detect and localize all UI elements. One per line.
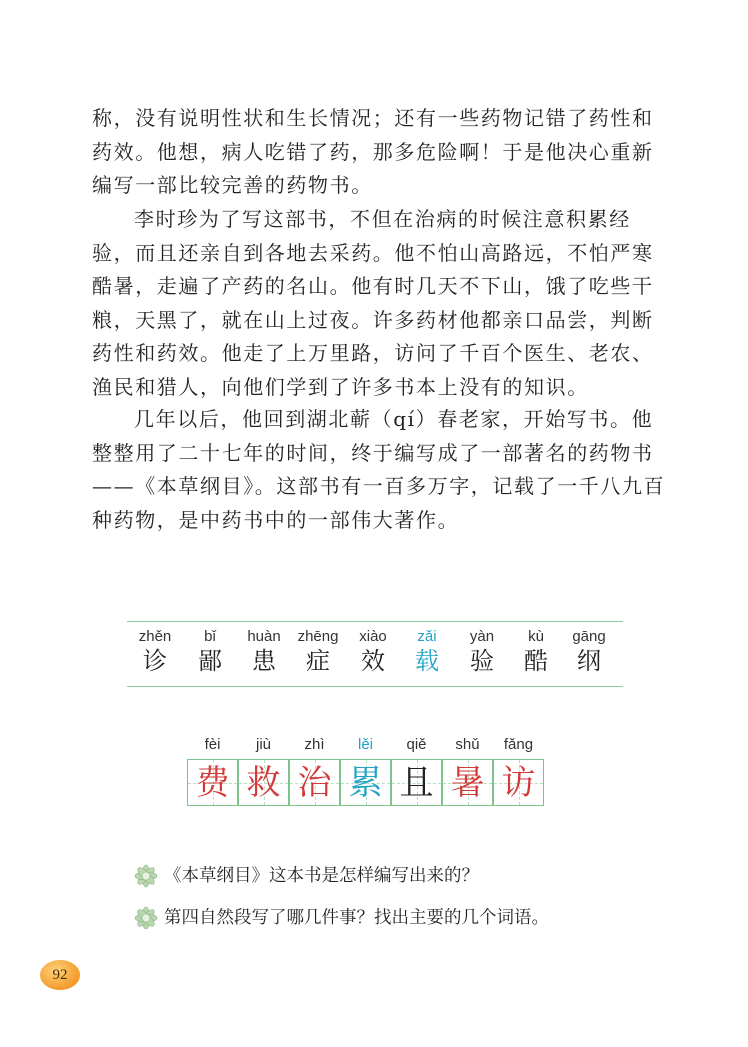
paragraph-writing-book: 几年以后，他回到湖北蕲（qí）春老家，开始写书。他整整用了二十七年的时间，终于编写成了一部著名的药物书——《本草纲目》。这部书有一百多万字，记载了一千八九百种药物，是中药书中的一部伟大著作。: [92, 407, 666, 532]
hanzi: 暑: [450, 763, 485, 803]
vocab-item-highlighted: [399, 628, 455, 676]
page-number-badge: 92: [40, 960, 80, 990]
writing-item: [493, 735, 544, 806]
hanzi: 累: [348, 763, 383, 803]
pinyin: zhì: [304, 736, 325, 753]
pinyin: jiù: [255, 736, 271, 753]
pinyin: fǎng: [503, 736, 534, 753]
pinyin: gāng: [572, 628, 606, 645]
writing-item: [238, 735, 289, 806]
hanzi: 验: [470, 647, 494, 675]
vocab-item: [290, 628, 346, 676]
tian-grid-cell: [391, 759, 442, 806]
hanzi: 纲: [577, 647, 601, 675]
question-2: [132, 904, 549, 932]
vocab-item: [561, 628, 617, 676]
vocab-item: [236, 628, 292, 676]
hanzi: 治: [297, 763, 332, 803]
flower-bullet-icon: [132, 904, 160, 932]
pinyin: fèi: [204, 736, 221, 753]
question-text: 第四自然段写了哪几件事？找出主要的几个词语。: [164, 908, 549, 928]
tian-grid-cell: [442, 759, 493, 806]
hanzi: 费: [195, 763, 230, 803]
tian-grid-cell: [289, 759, 340, 806]
tian-grid-cell: [340, 759, 391, 806]
pinyin: yàn: [469, 628, 495, 645]
hanzi: 效: [361, 647, 385, 675]
hanzi: 酷: [524, 647, 548, 675]
hanzi: 救: [246, 763, 281, 803]
writing-item: [289, 735, 340, 806]
vocab-item: [127, 628, 183, 676]
pinyin: kù: [528, 628, 544, 645]
vocab-item: [508, 628, 564, 676]
vocab-item: [454, 628, 510, 676]
pinyin: xiào: [359, 628, 387, 645]
tian-grid-cell: [238, 759, 289, 806]
hanzi: 且: [399, 763, 434, 803]
question-text: 《本草纲目》这本书是怎样编写出来的？: [164, 866, 479, 886]
hanzi: 载: [415, 647, 439, 675]
pinyin: zǎi: [417, 628, 437, 645]
tian-grid-cell: [493, 759, 544, 806]
writing-item: [391, 735, 442, 806]
pinyin: lěi: [357, 736, 373, 753]
pinyin: zhěn: [138, 628, 172, 645]
hanzi: 访: [501, 763, 536, 803]
writing-item: [187, 735, 238, 806]
pinyin: zhēng: [297, 628, 339, 645]
pinyin: bǐ: [204, 628, 216, 645]
hanzi: 症: [306, 647, 330, 675]
writing-item: [442, 735, 493, 806]
hanzi: 诊: [143, 647, 167, 675]
pinyin: shǔ: [455, 736, 480, 753]
writing-item-highlighted: [340, 735, 391, 806]
vocab-recognize-row: [127, 621, 623, 687]
tian-grid-cell: [187, 759, 238, 806]
vocab-item: [182, 628, 238, 676]
pinyin: qiě: [406, 736, 427, 753]
pinyin: huàn: [247, 628, 281, 645]
vocab-item: [345, 628, 401, 676]
paragraph-continued: 称，没有说明性状和生长情况；还有一些药物记错了药性和药效。他想，病人吃错了药，那多危险啊！于是他决心重新编写一部比较完善的药物书。: [92, 106, 654, 197]
flower-bullet-icon: [132, 862, 160, 890]
hanzi: 患: [252, 647, 276, 675]
question-1: [132, 862, 479, 890]
hanzi: 鄙: [198, 647, 222, 675]
paragraph-li-shizhen-research: 李时珍为了写这部书，不但在治病的时候注意积累经验，而且还亲自到各地去采药。他不怕山高路远，不怕严寒酷暑，走遍了产药的名山。他有时几天不下山，饿了吃些干粮，天黑了，就在山上过夜。许多药材他都亲口品尝，判断药性和药效。他走了上万里路，访问了千百个医生、老农、渔民和猎人，向他们学到了许多书本上没有的知识。: [92, 207, 654, 399]
